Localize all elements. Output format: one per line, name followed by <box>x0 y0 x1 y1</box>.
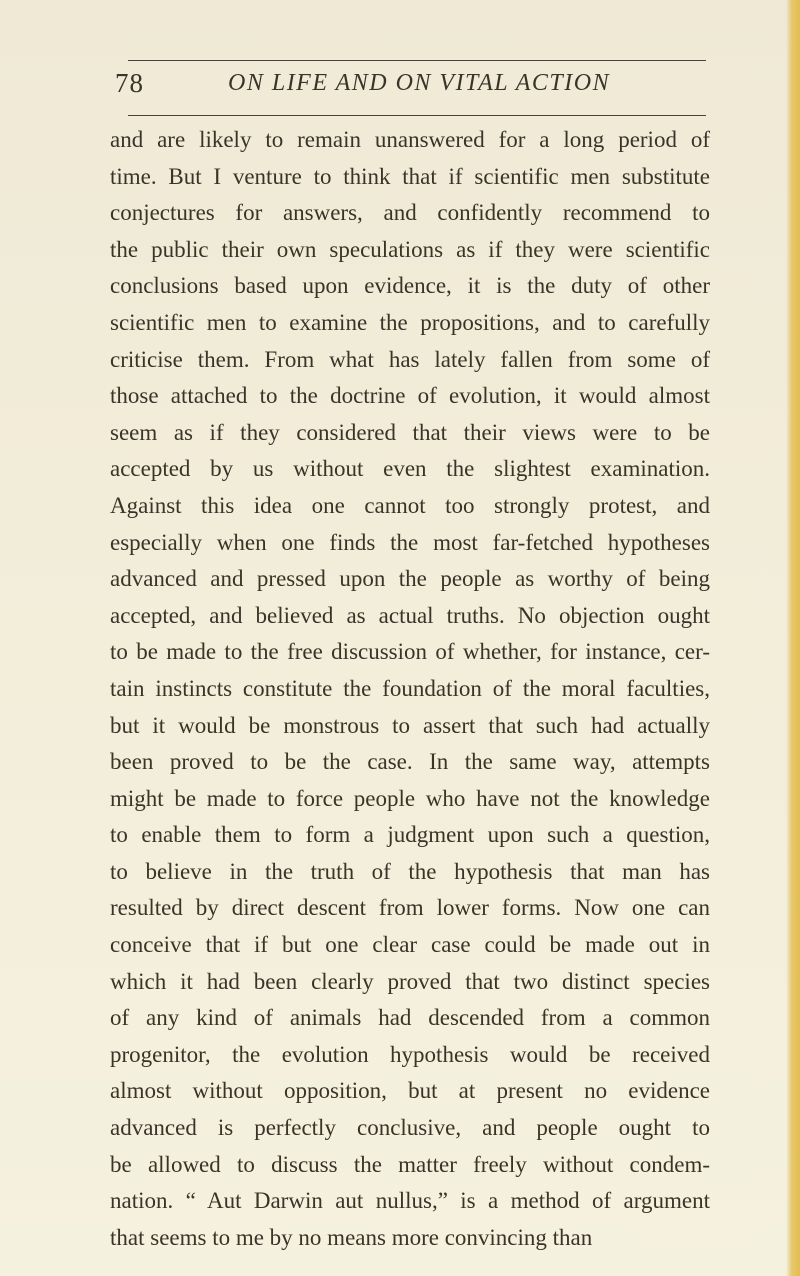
text-line: resulted by direct descent from lower forms. Now one can <box>110 895 710 921</box>
text-line: to be made to the free discussion of whether, for instance, cer- <box>110 639 710 665</box>
page-edge <box>786 0 800 1276</box>
text-line: accepted, and believed as actual truths. No objection ought <box>110 602 710 628</box>
text-line: criticise them. From what has lately fallen from some of <box>110 346 710 372</box>
text-line: of any kind of animals had descended from a common <box>110 1005 710 1031</box>
text-line: but it would be monstrous to assert that such had actually <box>110 712 710 738</box>
text-line: advanced and pressed upon the people as worthy of being <box>110 566 710 592</box>
text-line: to believe in the truth of the hypothesis that man has <box>110 858 710 884</box>
page-number: 78 <box>115 68 144 98</box>
text-line: progenitor, the evolution hypothesis would be received <box>110 1041 710 1067</box>
text-line: tain instincts constitute the foundation of the moral faculties, <box>110 675 710 701</box>
text-line: conceive that if but one clear case could be made out in <box>110 932 710 958</box>
text-line: and are likely to remain unanswered for a long period of <box>110 127 710 152</box>
text-line: that seems to me by no means more convincing than <box>110 1224 593 1250</box>
text-line: those attached to the doctrine of evolution, it would almost <box>110 383 710 409</box>
text-line: Against this idea one cannot too strongly protest, and <box>110 492 710 518</box>
header-bottom-rule <box>128 115 706 116</box>
text-line: accepted by us without even the slightest examination. <box>110 456 710 482</box>
text-line: conjectures for answers, and confidently recommend to <box>110 200 710 226</box>
text-line: time. But I venture to think that if scientific men substitute <box>110 163 710 189</box>
text-line: conclusions based upon evidence, it is the duty of other <box>110 273 710 299</box>
text-line: might be made to force people who have not the knowledge <box>110 785 710 811</box>
running-head <box>115 66 715 106</box>
text-line: the public their own speculations as if they were scientific <box>110 236 710 262</box>
page-title: ON LIFE AND ON VITAL ACTION <box>228 70 611 96</box>
text-line: to enable them to form a judgment upon such a question, <box>110 822 710 848</box>
text-line: which it had been clearly proved that two distinct species <box>110 968 710 994</box>
text-line: be allowed to discuss the matter freely without condem- <box>110 1151 710 1177</box>
body-text <box>110 122 710 1256</box>
text-line: nation. “ Aut Darwin aut nullus,” is a method of argument <box>110 1188 710 1214</box>
text-line: advanced is perfectly conclusive, and people ought to <box>110 1115 710 1141</box>
text-line: seem as if they considered that their views were to be <box>110 419 710 445</box>
text-line: scientific men to examine the propositions, and to carefully <box>110 309 710 335</box>
text-line: almost without opposition, but at present no evidence <box>110 1078 710 1104</box>
text-line: been proved to be the case. In the same way, attempts <box>110 749 710 775</box>
header-top-rule <box>128 60 706 61</box>
text-line: especially when one finds the most far-fetched hypotheses <box>110 529 710 555</box>
